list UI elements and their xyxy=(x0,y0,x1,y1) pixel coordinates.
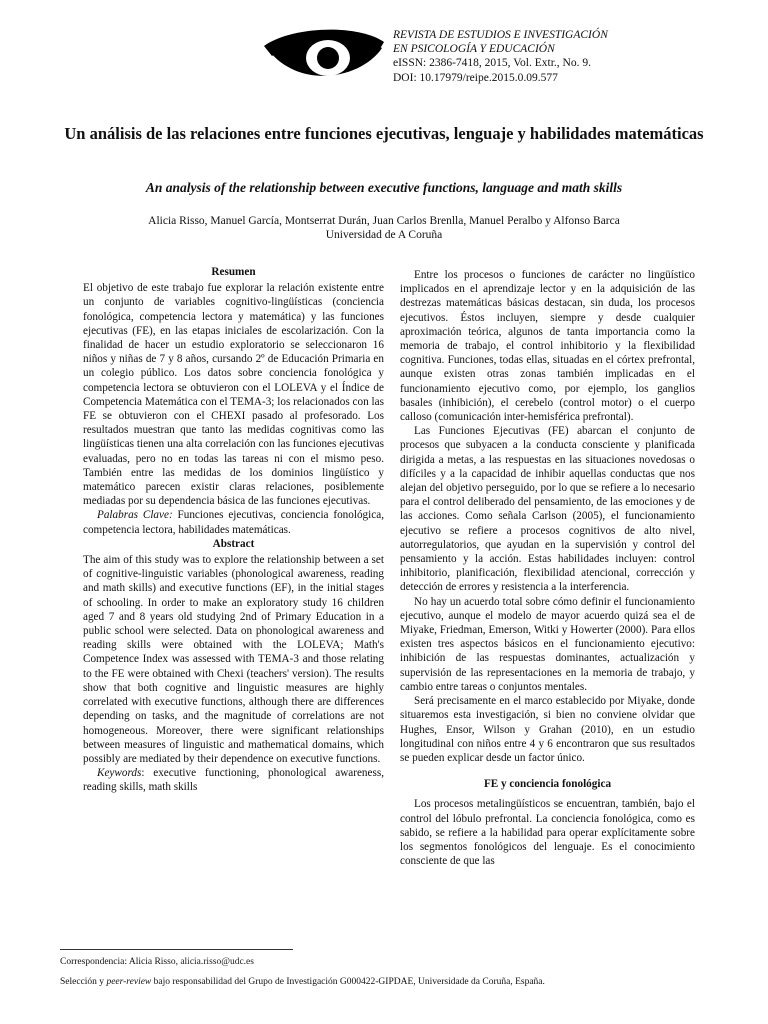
resumen-keywords-list: Funciones ejecutivas, conciencia fonológica, competencia lectora, habilidades matemáticas. xyxy=(83,509,384,536)
author-list: Alicia Risso, Manuel García, Montserrat Durán, Juan Carlos Brenlla, Manuel Peralbo y Alfonso Barca xyxy=(148,215,620,227)
doi-line: DOI: 10.17979/reipe.2015.0.09.577 xyxy=(393,71,558,84)
resumen-heading: Resumen xyxy=(211,266,256,278)
abstract-heading: Abstract xyxy=(212,537,255,550)
abstract-keywords-list: : executive functioning, phonological awareness, reading skills, math skills xyxy=(83,767,384,794)
section-heading-fe-conciencia: FE y conciencia fonológica xyxy=(483,778,612,791)
body-paragraph-2: Las Funciones Ejecutivas (FE) abarcan el conjunto de procesos que subyacen a la conducta consciente y planificada dirigida a metas, a las respuestas en las situaciones novedosas o difíciles y a la capacidad de inhibir aquellas conductas que nos alejan del objetivo perseguido, por lo que se refiere a lo necesario para el control deliberado del pensamiento, de las emociones y de las acciones. Como señala Carlson (2005), el funcionamiento ejecutivo se refiere a procesos cognitivos de alto nivel, autorregulatorios, que ayudan en la supervisión y control del pensamiento y la acción. Estas habilidades incluyen: control inhibitorio, planificación, flexibilidad atencional, corrección y detección de errores y resistencia a la interferencia. xyxy=(400,425,695,594)
body-paragraph-5: Los procesos metalingüísticos se encuentran, también, bajo el control del lóbulo prefrontal. La conciencia fonológica, como es sabido, se refiere a la habilidad para operar explícitamente sobre los segmentos fonológicos del lenguaje. Es el conocimiento consciente de que las xyxy=(400,798,695,868)
abstract-keywords-label: Keywords xyxy=(97,767,142,780)
issn-line: eISSN: 2386-7418, 2015, Vol. Extr., No. 9. xyxy=(393,57,591,70)
resumen-text: El objetivo de este trabajo fue explorar la relación existente entre un conjunto de variables cognitivo-lingüísticas (conciencia fonológica, competencia lectora y matemática) y las funciones ejecutivas (FE), en las etapas iniciales de escolarización. Con la finalidad de hacer un estudio exploratorio se seleccionaron 16 niños y niñas de 7 y 8 años, cursando 2º de Educación Primaria en un colegio público. Los datos sobre conciencia fonológica y competencia lectora se obtuvieron con el LOLEVA y el Índice de Competencia Matemática con el TEMA-3; los relacionados con las FE se obtuvieron con el CHEXI pasado al profesorado. Los resultados muestran que tanto las medidas cognitivas como las lingüísticas tienen una alta correlación con las funciones ejecutivas evaluadas, pero no en todas las tareas ni con el mismo peso. También entre las medidas de los dominios lingüístico y matemático parecen existir claras relaciones, posiblemente mediadas por su dependencia básica de las funciones ejecutivas. xyxy=(83,282,384,508)
peer-review-prefix: Selección y xyxy=(60,977,107,987)
resumen-keywords-label: Palabras Clave: xyxy=(97,509,173,522)
left-column xyxy=(83,265,384,795)
journal-info xyxy=(393,28,743,85)
correspondence-email-link[interactable]: alicia.risso@udc.es xyxy=(180,957,254,967)
article-subtitle: An analysis of the relationship between executive functions, language and math skills xyxy=(145,180,623,195)
journal-eye-logo xyxy=(262,28,386,88)
author-block xyxy=(60,214,708,242)
journal-header xyxy=(262,22,742,100)
affiliation: Universidad de A Coruña xyxy=(325,229,443,241)
correspondence-note xyxy=(60,956,254,968)
peer-review-note xyxy=(60,976,545,988)
peer-review-term: peer-review xyxy=(106,977,152,987)
correspondence-label: Correspondencia: Alicia Risso, xyxy=(60,957,181,967)
right-column xyxy=(400,268,695,868)
abstract-text: The aim of this study was to explore the relationship between a set of cognitive-linguistic variables (phonological awareness, reading and math skills) and executive functions (EF), in the initial stages of schooling. In order to make an exploratory study 16 children aged 7 and 8 years old studying 2nd of Primary Education in a public school were selected. Data on phonological awareness and reading skills were obtained with the LOLEVA; Math's Competence Index was assessed with TEMA-3 and those relating to the FE were obtained with Chexi (teachers' version). The results show that both cognitive and linguistic measures are highly correlated with executive functions, although there are differences depending on tasks, and the magnitude of correlations are not homogeneous. Moreover, there were significant relationships between measures of linguistic and mathematical domains, which possibly are mediated by their dependence on executive functions. xyxy=(83,554,384,765)
resumen-keywords xyxy=(83,508,384,536)
peer-review-suffix: bajo responsabilidad del Grupo de Investigación G000422-GIPDAE, Universidade da Coruña, España. xyxy=(151,977,545,987)
body-paragraph-3: No hay un acuerdo total sobre cómo definir el funcionamiento ejecutivo, aunque el modelo de mayor acuerdo quizá sea el de Miyake, Friedman, Emerson, Witki y Howerter (2000). Para ellos existen tres aspectos básicos en el funcionamiento ejecutivo: inhibición de las respuestas dominantes, actualización y supervisión de las representaciones en la memoria de trabajo, y cambio entre tareas o conjuntos mentales. xyxy=(400,595,695,693)
body-paragraph-1: Entre los procesos o funciones de carácter no lingüístico implicados en el aprendizaje lector y en la adquisición de las destrezas matemáticas básicas destacan, sin duda, los procesos ejecutivos. Éstos incluyen, siempre y desde cualquier aproximación teórica, algunos de tanta importancia como la memoria de trabajo, el control inhibitorio y la flexibilidad cognitiva. Funciones, todas ellas, situadas en el córtex prefrontal, aunque existen otras zonas también implicadas en el funcionamiento ejecutivo como, por ejemplo, los ganglios basales (inhibición), el cerebelo (control motor) o el cuerpo calloso (comunicación inter-hemisférica prefrontal). xyxy=(400,269,695,424)
journal-name-line2: EN PSICOLOGÍA Y EDUCACIÓN xyxy=(393,43,555,56)
article-title: Un análisis de las relaciones entre funciones ejecutivas, lenguaje y habilidades matemáticas xyxy=(64,124,704,143)
journal-name-line1: REVISTA DE ESTUDIOS E INVESTIGACIÓN xyxy=(393,29,608,41)
body-paragraph-4: Será precisamente en el marco establecido por Miyake, donde situaremos esta investigación, si bien no conviene olvidar que Hughes, Ensor, Wilson y Grahan (2010), en un estudio longitudinal con niños entre 4 y 6 encontraron que sus resultados se pueden explicar desde un factor único. xyxy=(400,695,695,764)
abstract-keywords xyxy=(83,766,384,794)
footnote-rule xyxy=(60,949,293,950)
